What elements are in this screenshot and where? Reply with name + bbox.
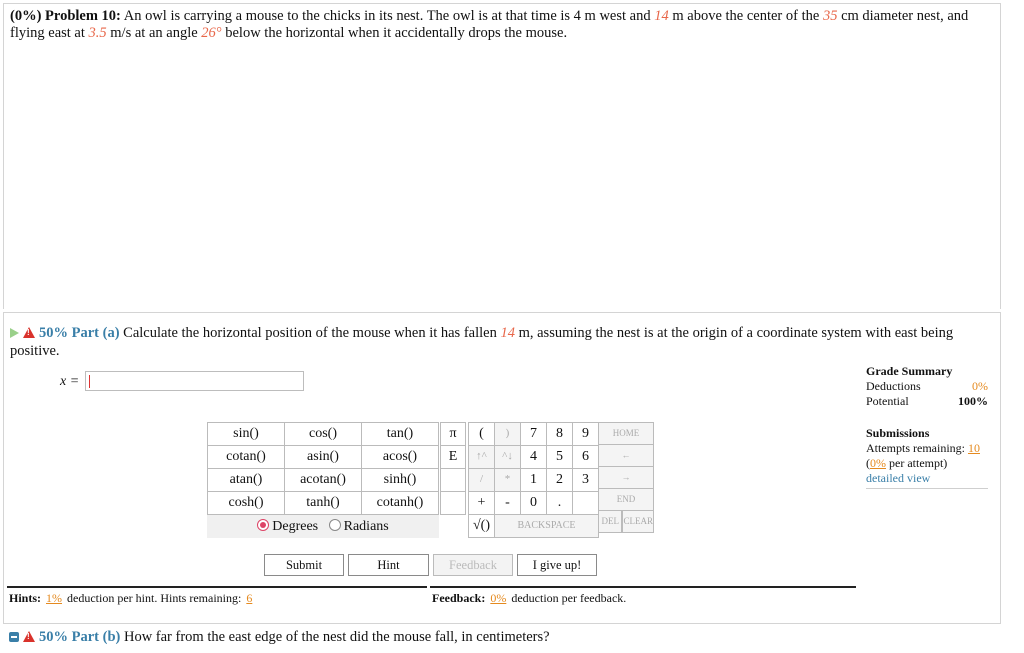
part-a-label: Part (a) [71, 325, 120, 341]
e-key[interactable]: E [440, 446, 466, 469]
left-arrow-key[interactable]: ← [598, 444, 654, 467]
problem-score: (0%) [10, 8, 42, 24]
deductions-value: 0% [972, 379, 988, 393]
warning-icon [23, 327, 35, 338]
part-b-header[interactable] [9, 628, 550, 646]
grade-summary [866, 364, 988, 409]
fall-value: 14 [500, 325, 515, 341]
problem-text-1: An owl is carrying a mouse to the chicks in its nest. The owl is at that time is 4 m west and [123, 8, 655, 24]
hints-remaining: 6 [246, 591, 253, 605]
digit-4-key[interactable]: 4 [520, 445, 547, 469]
part-a-text-2: m, assuming the nest is at the origin of a coordinate system with east being positive. [10, 325, 954, 359]
submit-button[interactable]: Submit [264, 554, 344, 576]
cotanh-key[interactable]: cotanh() [362, 492, 439, 515]
angle-value: 26° [201, 25, 222, 41]
radians-radio[interactable] [329, 519, 341, 531]
home-key[interactable]: HOME [598, 422, 654, 445]
pi-key[interactable]: π [440, 423, 466, 446]
degrees-label: Degrees [272, 519, 319, 534]
grade-summary-title: Grade Summary [866, 364, 953, 378]
problem-text-4: m/s at an angle [106, 25, 202, 41]
feedback-bar [430, 586, 856, 614]
blank-key[interactable] [440, 469, 466, 492]
digit-0-key[interactable]: 0 [520, 491, 547, 515]
deductions-label: Deductions [866, 379, 921, 393]
tan-key[interactable]: tan() [362, 423, 439, 446]
submissions-title: Submissions [866, 426, 930, 440]
hints-pct: 1% [46, 591, 63, 605]
per-attempt-value: 0% [870, 456, 886, 470]
potential-value: 100% [958, 394, 988, 408]
height-value: 14 [654, 8, 669, 24]
digit-8-key[interactable]: 8 [546, 422, 573, 446]
calculator [207, 422, 654, 538]
cosh-key[interactable]: cosh() [208, 492, 285, 515]
divide-key[interactable]: / [468, 468, 495, 492]
digit-5-key[interactable]: 5 [546, 445, 573, 469]
control-keys [598, 422, 654, 532]
digit-9-key[interactable]: 9 [572, 422, 599, 446]
cotan-key[interactable]: cotan() [208, 446, 285, 469]
backspace-key[interactable]: BACKSPACE [494, 514, 599, 538]
attempts-value: 10 [967, 441, 980, 455]
diameter-value: 35 [822, 8, 838, 24]
part-b-label: Part (b) [71, 629, 121, 645]
part-a-percent: 50% [39, 325, 68, 341]
part-b-text: How far from the east edge of the nest did the mouse fall, in centimeters? [123, 629, 550, 645]
power-key[interactable]: ↑^ [468, 445, 495, 469]
per-attempt-open: ( [866, 456, 870, 470]
close-paren-key[interactable]: ) [494, 422, 521, 446]
hints-text: deduction per hint. Hints remaining: [64, 591, 242, 605]
end-key[interactable]: END [598, 488, 654, 511]
hints-label: Hints: [9, 591, 42, 605]
speed-value: 3.5 [88, 25, 107, 41]
per-attempt-text: per attempt) [886, 456, 948, 470]
right-arrow-key[interactable]: → [598, 466, 654, 489]
warning-icon [23, 631, 35, 642]
del-key[interactable]: DEL [598, 510, 622, 533]
problem-text-3: cm diameter nest, and flying east at [10, 8, 969, 41]
open-paren-key[interactable]: ( [468, 422, 495, 446]
constants-keys [440, 422, 466, 515]
angle-mode [207, 515, 439, 538]
multiply-key[interactable]: * [494, 468, 521, 492]
potential-label: Potential [866, 394, 909, 408]
problem-panel [3, 3, 1001, 309]
answer-label: x = [60, 374, 80, 389]
digit-7-key[interactable]: 7 [520, 422, 547, 446]
feedback-text: deduction per feedback. [508, 591, 627, 605]
radians-label: Radians [343, 519, 389, 534]
digit-6-key[interactable]: 6 [572, 445, 599, 469]
part-b-percent: 50% [39, 629, 68, 645]
blank-key[interactable] [440, 492, 466, 515]
digit-3-key[interactable]: 3 [572, 468, 599, 492]
collapse-icon[interactable] [9, 632, 19, 642]
problem-statement [10, 8, 990, 42]
acos-key[interactable]: acos() [362, 446, 439, 469]
clear-key[interactable]: CLEAR [622, 510, 654, 533]
tanh-key[interactable]: tanh() [285, 492, 362, 515]
sqrt-key[interactable]: √() [468, 514, 495, 538]
digit-1-key[interactable]: 1 [520, 468, 547, 492]
decimal-key[interactable]: . [546, 491, 573, 515]
feedback-label: Feedback: [432, 591, 486, 605]
sin-key[interactable]: sin() [208, 423, 285, 446]
hints-bar [7, 586, 427, 614]
acotan-key[interactable]: acotan() [285, 469, 362, 492]
feedback-button[interactable]: Feedback [433, 554, 513, 576]
problem-text-5: below the horizontal when it accidentally drops the mouse. [221, 25, 568, 41]
digit-2-key[interactable]: 2 [546, 468, 573, 492]
degrees-radio[interactable] [257, 519, 269, 531]
blank-key[interactable] [572, 491, 599, 515]
hint-button[interactable]: Hint [348, 554, 429, 576]
function-keys [207, 422, 439, 515]
problem-label: Problem 10: [45, 8, 121, 24]
subscript-key[interactable]: ^↓ [494, 445, 521, 469]
asin-key[interactable]: asin() [285, 446, 362, 469]
part-a-text-1: Calculate the horizontal position of the mouse when it has fallen [123, 325, 501, 341]
give-up-button[interactable]: I give up! [517, 554, 597, 576]
feedback-pct: 0% [490, 591, 507, 605]
expand-arrow-icon[interactable] [10, 328, 19, 338]
plus-key[interactable]: + [468, 491, 495, 515]
submissions-panel [866, 426, 988, 489]
minus-key[interactable]: - [494, 491, 521, 515]
sinh-key[interactable]: sinh() [362, 469, 439, 492]
part-a-header [10, 324, 995, 360]
atan-key[interactable]: atan() [208, 469, 285, 492]
del-clear-row [598, 510, 654, 532]
detailed-view-link[interactable]: detailed view [866, 471, 931, 485]
cos-key[interactable]: cos() [285, 423, 362, 446]
number-keys [468, 422, 598, 537]
answer-input[interactable] [85, 371, 304, 391]
problem-text-2: m above the center of the [668, 8, 823, 24]
attempts-label: Attempts remaining: [866, 441, 965, 455]
